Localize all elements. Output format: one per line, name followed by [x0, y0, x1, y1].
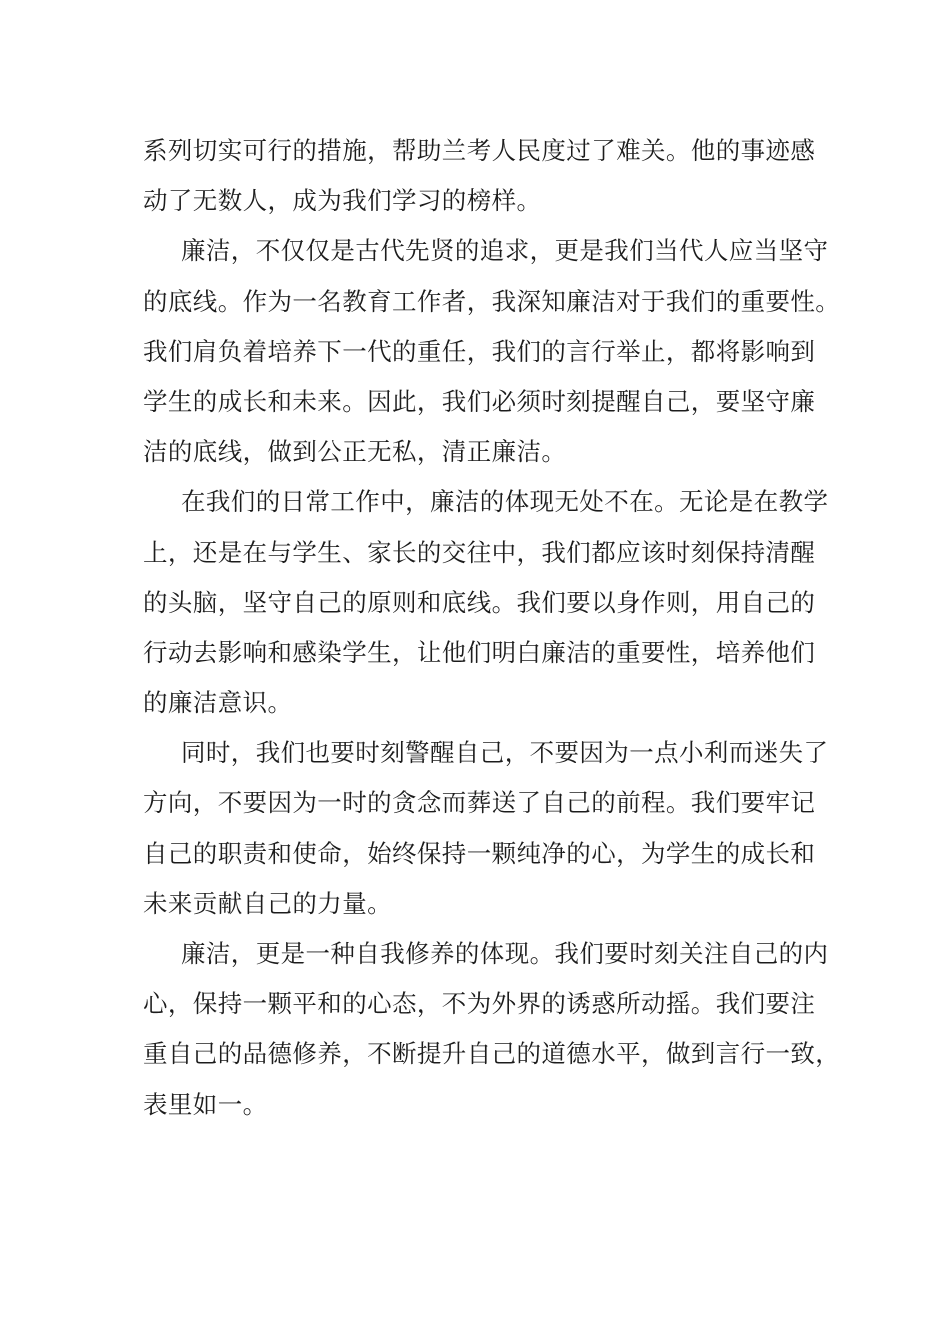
paragraph-line: 动了无数人，成为我们学习的榜样。 — [143, 186, 542, 216]
paragraph-line: 行动去影响和感染学生，让他们明白廉洁的重要性，培养他们 — [143, 637, 816, 667]
paragraph-4 — [143, 728, 829, 929]
paragraph-2 — [143, 226, 841, 477]
paragraph-line: 在我们的日常工作中，廉洁的体现无处不在。无论是在教学 — [181, 487, 829, 517]
paragraph-1 — [143, 126, 823, 226]
paragraph-line: 心，保持一颗平和的心态，不为外界的诱惑所动摇。我们要注 — [143, 989, 816, 1019]
paragraph-line: 的廉洁意识。 — [143, 688, 293, 718]
paragraph-line: 系列切实可行的措施，帮助兰考人民度过了难关。他的事迹感 — [143, 136, 816, 165]
paragraph-line: 廉洁，不仅仅是古代先贤的追求，更是我们当代人应当坚守 — [181, 236, 829, 266]
paragraph-line: 廉洁，更是一种自我修养的体现。我们要时刻关注自己的内 — [181, 939, 829, 968]
paragraph-line: 未来贡献自己的力量。 — [143, 888, 392, 918]
paragraph-line: 的底线。作为一名教育工作者，我深知廉洁对于我们的重要性。 — [143, 286, 841, 316]
paragraph-line: 表里如一。 — [143, 1089, 268, 1119]
paragraph-line: 方向，不要因为一时的贪念而葬送了自己的前程。我们要牢记 — [143, 788, 816, 818]
paragraph-line: 我们肩负着培养下一代的重任，我们的言行举止，都将影响到 — [143, 336, 816, 366]
paragraph-line: 自己的职责和使命，始终保持一颗纯净的心，为学生的成长和 — [143, 838, 816, 868]
paragraph-5 — [143, 929, 841, 1130]
paragraph-line: 同时，我们也要时刻警醒自己，不要因为一点小利而迷失了 — [181, 738, 829, 768]
paragraph-line: 洁的底线，做到公正无私，清正廉洁。 — [143, 437, 567, 467]
paragraph-3 — [143, 477, 829, 728]
paragraph-line: 重自己的品德修养，不断提升自己的道德水平，做到言行一致， — [143, 1039, 841, 1069]
paragraph-line: 学生的成长和未来。因此，我们必须时刻提醒自己，要坚守廉 — [143, 386, 816, 416]
paragraph-line: 上，还是在与学生、家长的交往中，我们都应该时刻保持清醒 — [143, 537, 816, 567]
document-body — [143, 126, 841, 1130]
paragraph-line: 的头脑，坚守自己的原则和底线。我们要以身作则，用自己的 — [143, 587, 816, 617]
